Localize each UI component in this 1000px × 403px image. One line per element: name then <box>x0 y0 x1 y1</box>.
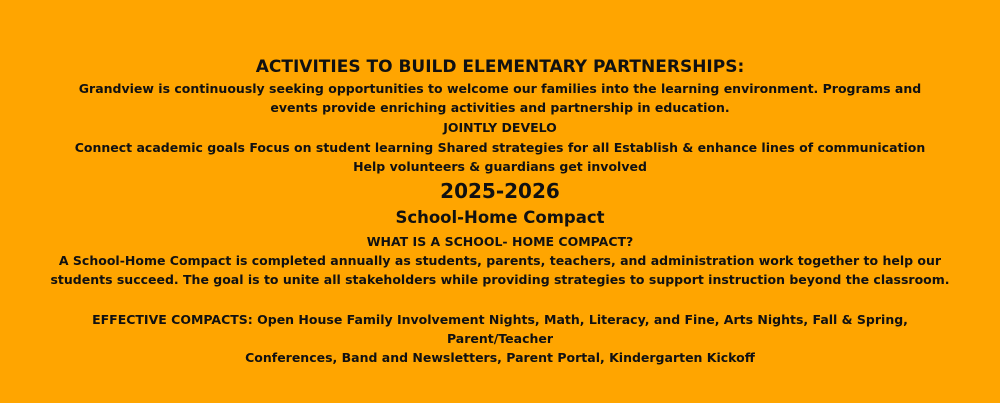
intro-line-2: events provide enriching activities and partnership in education. <box>270 100 730 115</box>
effective-compacts-line-2: Parent/Teacher <box>446 331 554 346</box>
page-heading: ACTIVITIES TO BUILD ELEMENTARY PARTNERSHIPS: <box>255 57 745 77</box>
compact-title: School-Home Compact <box>395 208 605 227</box>
effective-compacts-line-1: EFFECTIVE COMPACTS: Open House Family Involvement Nights, Math, Literacy, and Fine, Arts Nights, Fall & Spring, <box>92 312 908 327</box>
compact-question: WHAT IS A SCHOOL- HOME COMPACT? <box>366 234 634 249</box>
intro-line-1: Grandview is continuously seeking opportunities to welcome our families into the learning environment. Programs and <box>78 81 922 96</box>
jointly-label: JOINTLY DEVELO <box>443 120 557 135</box>
school-year: 2025-2026 <box>440 179 560 203</box>
compact-answer-line-2: students succeed. The goal is to unite all stakeholders while providing strategies to support instruction beyond the classroom. <box>50 272 950 287</box>
effective-compacts-line-3: Conferences, Band and Newsletters, Parent Portal, Kindergarten Kickoff <box>245 350 755 365</box>
goals-line-2: Help volunteers & guardians get involved <box>353 159 647 174</box>
compact-answer-line-1: A School-Home Compact is completed annually as students, parents, teachers, and administration work together to help our <box>58 253 942 268</box>
goals-line-1: Connect academic goals Focus on student learning Shared strategies for all Establish & enhance lines of communication <box>74 140 926 155</box>
